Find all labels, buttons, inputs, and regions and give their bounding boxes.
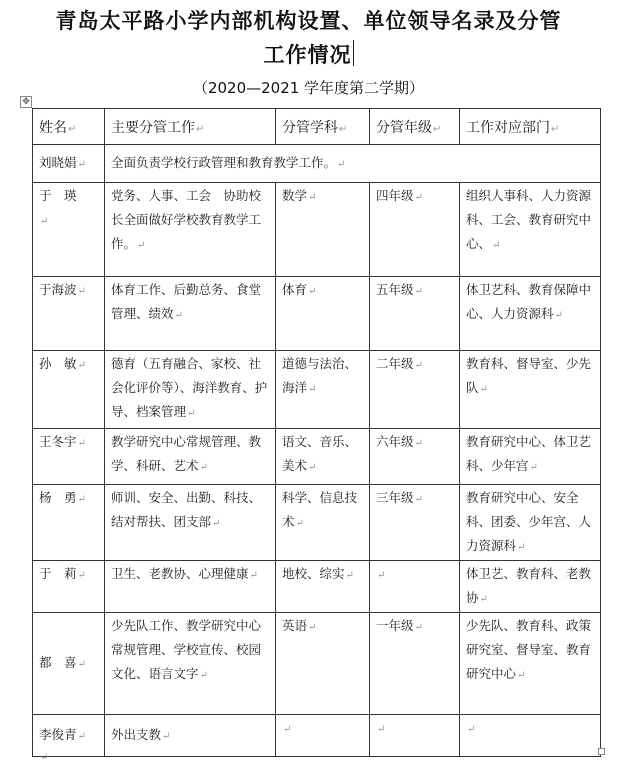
cell-dept: 体卫艺、教育科、老教协↵ xyxy=(460,561,601,613)
title-line-1: 青岛太平路小学内部机构设置、单位领导名录及分管 xyxy=(55,9,562,33)
table-row xyxy=(33,429,601,485)
cell-dept: ↵ xyxy=(460,715,601,757)
cell-subject: 英语↵ xyxy=(276,613,370,715)
table-row xyxy=(33,351,601,429)
cell-subject: 数学↵ xyxy=(276,183,370,277)
cell-subject: 语文、音乐、美术↵ xyxy=(276,429,370,485)
header-name: 姓名↵ xyxy=(33,109,105,145)
cell-name: 孙 敏↵ xyxy=(33,351,105,429)
document-title xyxy=(0,0,617,76)
cell-name: 于 瑛 ↵ xyxy=(33,183,105,277)
cell-duties: 德育（五育融合、家校、社会化评价等）、海洋教育、护导、档案管理↵ xyxy=(105,351,276,429)
cell-grade: 六年级↵ xyxy=(370,429,460,485)
cell-grade: 五年级↵ xyxy=(370,277,460,351)
cell-dept: 教育科、督导室、少先队↵ xyxy=(460,351,601,429)
table-row xyxy=(33,485,601,561)
table-row xyxy=(33,183,601,277)
cell-name: 都 喜↵ xyxy=(33,613,105,715)
table-resize-handle[interactable] xyxy=(598,748,605,755)
document-subtitle: （2020—2021 学年度第二学期） xyxy=(192,79,425,97)
header-dept: 工作对应部门↵ xyxy=(460,109,601,145)
cell-name: 王冬宇↵ xyxy=(33,429,105,485)
leadership-table xyxy=(32,108,601,757)
cell-dept: 教育研究中心、体卫艺科、少年宫↵ xyxy=(460,429,601,485)
table-row xyxy=(33,715,601,757)
cell-duties: 党务、人事、工会 协助校长全面做好学校教育教学工作。↵ xyxy=(105,183,276,277)
cell-grade: 一年级↵ xyxy=(370,613,460,715)
cell-grade: 二年级↵ xyxy=(370,351,460,429)
cell-duties: 少先队工作、教学研究中心常规管理、学校宣传、校园文化、语言文字↵ xyxy=(105,613,276,715)
paragraph-mark: ↵ xyxy=(40,752,49,763)
cell-subject: 道德与法治、海洋↵ xyxy=(276,351,370,429)
cell-subject: ↵ xyxy=(276,715,370,757)
cell-duties: 教学研究中心常规管理、教学、科研、艺术↵ xyxy=(105,429,276,485)
cell-subject: 地校、综实↵ xyxy=(276,561,370,613)
table-row xyxy=(33,561,601,613)
table-row xyxy=(33,613,601,715)
cell-name: 李俊青↵ xyxy=(33,715,105,757)
cell-grade: ↵ xyxy=(370,715,460,757)
cell-name: 刘晓娟↵ xyxy=(33,145,105,183)
cell-dept: 少先队、教育科、政策研究室、督导室、教育研究中心↵ xyxy=(460,613,601,715)
cell-subject: 科学、信息技术↵ xyxy=(276,485,370,561)
header-grade: 分管年级↵ xyxy=(370,109,460,145)
cell-dept: 体卫艺科、教育保障中心、人力资源科↵ xyxy=(460,277,601,351)
table-move-handle-icon[interactable]: ✥ xyxy=(20,96,32,108)
cell-duties: 卫生、老教协、心理健康↵ xyxy=(105,561,276,613)
header-duties: 主要分管工作↵ xyxy=(105,109,276,145)
cell-name: 于 莉↵ xyxy=(33,561,105,613)
cell-grade: 三年级↵ xyxy=(370,485,460,561)
cell-subject: 体育↵ xyxy=(276,277,370,351)
cell-name: 于海波↵ xyxy=(33,277,105,351)
table-row xyxy=(33,145,601,183)
title-line-2-text: 工作情况 xyxy=(263,43,352,67)
cell-duties: 体育工作、后勤总务、食堂管理、绩效↵ xyxy=(105,277,276,351)
cell-duties: 师训、安全、出勤、科技、结对帮扶、团支部↵ xyxy=(105,485,276,561)
cell-duties: 全面负责学校行政管理和教育教学工作。↵ xyxy=(105,145,601,183)
cell-duties: 外出支教↵ xyxy=(105,715,276,757)
cell-grade: ↵ xyxy=(370,561,460,613)
table-row xyxy=(33,277,601,351)
table-header-row xyxy=(33,109,601,145)
cell-dept: 组织人事科、人力资源科、工会、教育研究中心、↵ xyxy=(460,183,601,277)
cell-grade: 四年级↵ xyxy=(370,183,460,277)
cell-dept: 教育研究中心、安全科、团委、少年宫、人力资源科↵ xyxy=(460,485,601,561)
cell-name: 杨 勇↵ xyxy=(33,485,105,561)
text-cursor xyxy=(353,40,354,66)
title-line-2 xyxy=(0,38,617,72)
header-subject: 分管学科↵ xyxy=(276,109,370,145)
